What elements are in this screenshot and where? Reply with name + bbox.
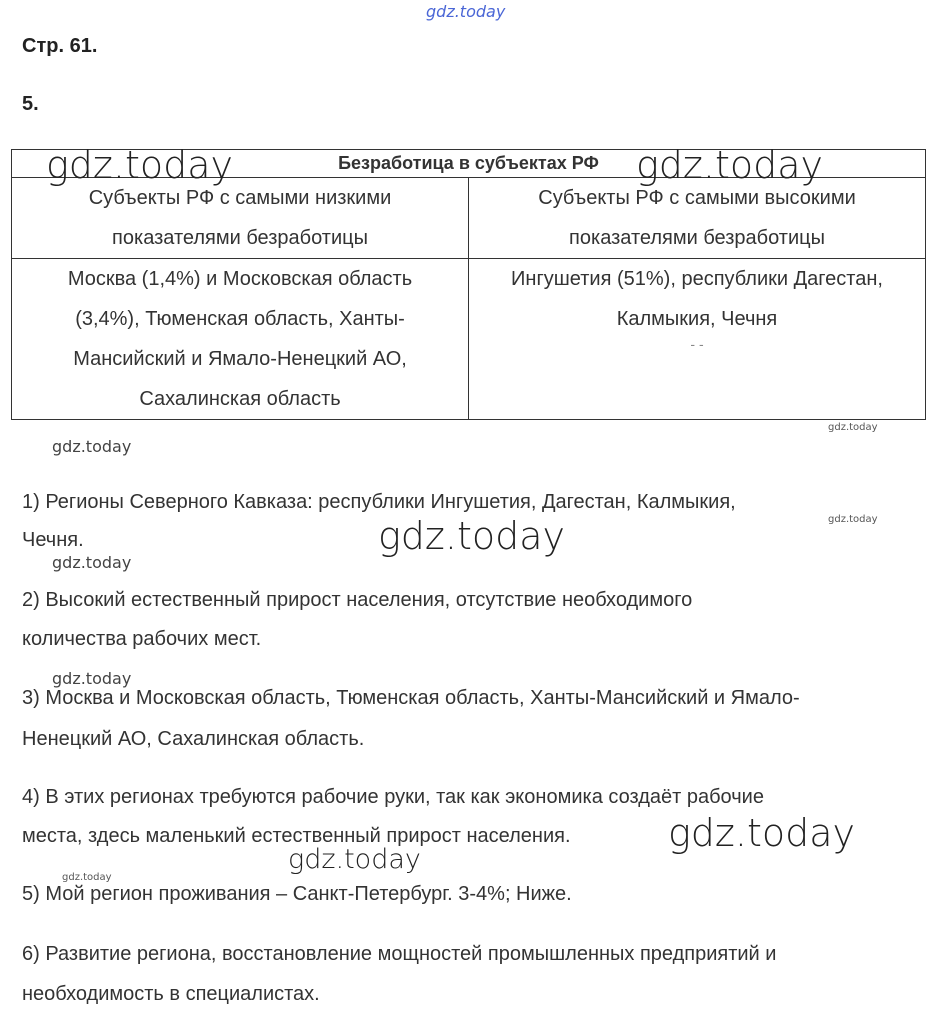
- answer-3-line-2: Ненецкий АО, Сахалинская область.: [22, 728, 365, 750]
- watermark-a1-below: gdz.today: [52, 553, 132, 572]
- table-title: Безработица в субъектах РФ: [12, 150, 926, 178]
- header-high-line-2: показателями безработицы: [569, 227, 825, 249]
- header-high-line-1: Субъекты РФ с самыми высокими: [538, 187, 856, 209]
- cell-low-line-4: Сахалинская область: [139, 388, 341, 410]
- answer-6-line-1: 6) Развитие региона, восстановление мощностей промышленных предприятий и: [22, 943, 777, 965]
- table-cell-high: [469, 259, 926, 420]
- cell-high-line-1: Ингушетия (51%), республики Дагестан,: [511, 268, 883, 290]
- answer-5-line-1: 5) Мой регион проживания – Санкт-Петербург. 3-4%; Ниже.: [22, 883, 572, 905]
- table-header-low: [12, 178, 469, 259]
- watermark-table-left: gdz.today: [46, 143, 233, 187]
- answer-3-line-1: 3) Москва и Московская область, Тюменская область, Ханты-Мансийский и Ямало-: [22, 687, 800, 709]
- watermark-top: gdz.today: [426, 2, 506, 21]
- cell-high-dash: - -: [690, 336, 704, 352]
- answer-4-line-1: 4) В этих регионах требуются рабочие руки, так как экономика создаёт рабочие: [22, 786, 764, 808]
- watermark-a4-mid: gdz.today: [288, 844, 421, 875]
- answer-6-line-2: необходимость в специалистах.: [22, 983, 320, 1005]
- answer-1-line-1: 1) Регионы Северного Кавказа: республики Ингушетия, Дагестан, Калмыкия,: [22, 491, 736, 513]
- watermark-below-table: gdz.today: [52, 437, 132, 456]
- header-low-line-2: показателями безработицы: [112, 227, 368, 249]
- page-label: Стр. 61.: [22, 35, 98, 57]
- cell-low-line-2: (3,4%), Тюменская область, Ханты-: [75, 308, 405, 330]
- table-cell-low: [12, 259, 469, 420]
- unemployment-table: [11, 149, 926, 420]
- watermark-a1-small: gdz.today: [828, 514, 878, 525]
- cell-low-line-3: Мансийский и Ямало-Ненецкий АО,: [73, 348, 407, 370]
- task-number: 5.: [22, 93, 39, 115]
- watermark-a4-right: gdz.today: [668, 811, 855, 855]
- cell-high-line-2: Калмыкия, Чечня: [616, 308, 778, 330]
- cell-low-line-1: Москва (1,4%) и Московская область: [67, 268, 413, 290]
- watermark-a1-big: gdz.today: [378, 514, 565, 558]
- watermark-a3-above: gdz.today: [52, 669, 132, 688]
- table-header-high: [469, 178, 926, 259]
- answer-1-line-2: Чечня.: [22, 529, 84, 551]
- watermark-table-corner: gdz.today: [828, 422, 878, 433]
- watermark-a5-small: gdz.today: [62, 872, 112, 883]
- answer-2-line-1: 2) Высокий естественный прирост населения, отсутствие необходимого: [22, 589, 693, 611]
- watermark-table-right: gdz.today: [636, 143, 823, 187]
- header-low-line-1: Субъекты РФ с самыми низкими: [88, 187, 392, 209]
- answer-4-line-2: места, здесь маленький естественный прирост населения.: [22, 825, 571, 847]
- answer-2-line-2: количества рабочих мест.: [22, 628, 262, 650]
